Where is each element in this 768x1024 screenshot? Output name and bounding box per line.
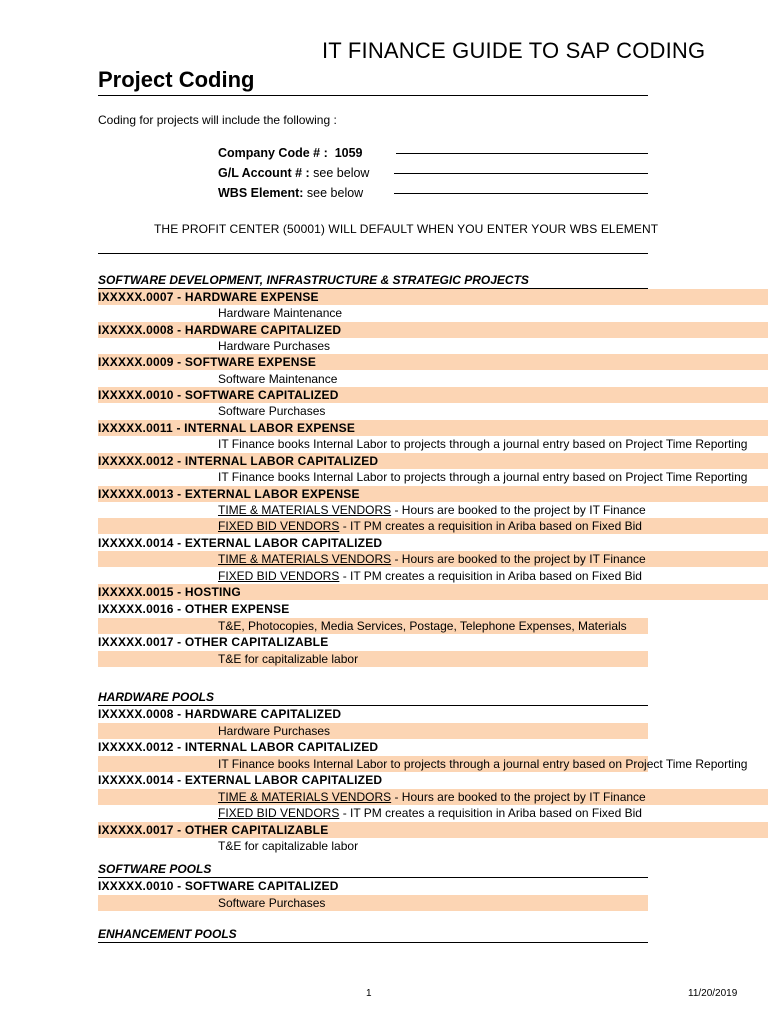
intro-text: Coding for projects will include the following : xyxy=(98,113,337,127)
page-heading: Project Coding xyxy=(98,67,255,92)
vendor-row xyxy=(98,789,768,805)
gl-code-row: IXXXXX.0014 - EXTERNAL LABOR CAPITALIZED xyxy=(98,773,383,787)
gl-description-row: IT Finance books Internal Labor to projects through a journal entry based on Project Time Reporting xyxy=(98,756,648,772)
section-title-software-dev: SOFTWARE DEVELOPMENT, INFRASTRUCTURE & STRATEGIC PROJECTS xyxy=(98,273,529,287)
gl-description-row: T&E for capitalizable labor xyxy=(98,651,648,667)
gl-description-row: Software Maintenance xyxy=(218,372,338,386)
wbs-element-value: see below xyxy=(306,186,364,200)
gl-code-row: IXXXXX.0017 - OTHER CAPITALIZABLE xyxy=(98,635,329,649)
gl-code-row: IXXXXX.0011 - INTERNAL LABOR EXPENSE xyxy=(98,420,768,436)
gl-account-line xyxy=(394,173,648,174)
gl-description-row: IT Finance books Internal Labor to projects through a journal entry based on Project Time Reporting xyxy=(218,470,748,484)
company-code-line xyxy=(396,153,648,154)
section-rule xyxy=(98,942,648,943)
gl-account-label: G/L Account # : xyxy=(218,166,310,180)
vendor-description: - IT PM creates a requisition in Ariba based on Fixed Bid xyxy=(339,519,642,533)
section-title-software-pools: SOFTWARE POOLS xyxy=(98,862,212,876)
vendor-type-link: FIXED BID VENDORS xyxy=(218,806,340,820)
gl-code-row: IXXXXX.0016 - OTHER EXPENSE xyxy=(98,602,290,616)
gl-code-row: IXXXXX.0010 - SOFTWARE CAPITALIZED xyxy=(98,387,768,403)
vendor-row xyxy=(98,518,768,534)
vendor-description: - Hours are booked to the project by IT Finance xyxy=(391,790,646,804)
gl-code-row: IXXXXX.0017 - OTHER CAPITALIZABLE xyxy=(98,822,768,838)
vendor-row xyxy=(98,502,648,518)
section-title-enhancement-pools: ENHANCEMENT POOLS xyxy=(98,927,237,941)
gl-code-row: IXXXXX.0012 - INTERNAL LABOR CAPITALIZED xyxy=(98,740,379,754)
vendor-type-link: FIXED BID VENDORS xyxy=(218,519,340,533)
vendor-description: - IT PM creates a requisition in Ariba based on Fixed Bid xyxy=(339,569,642,583)
vendor-description: - IT PM creates a requisition in Ariba based on Fixed Bid xyxy=(339,806,642,820)
vendor-type-link: TIME & MATERIALS VENDORS xyxy=(218,552,392,566)
gl-description-row: Hardware Maintenance xyxy=(218,306,343,320)
document-title: IT FINANCE GUIDE TO SAP CODING xyxy=(322,38,706,63)
footer-date: 11/20/2019 xyxy=(688,988,738,999)
gl-description-row: IT Finance books Internal Labor to projects through a journal entry based on Project Time Reporting xyxy=(218,437,748,451)
wbs-element-line xyxy=(394,193,648,194)
heading-divider xyxy=(98,95,648,96)
page-number: 1 xyxy=(366,988,372,999)
gl-code-row: IXXXXX.0008 - HARDWARE CAPITALIZED xyxy=(98,322,768,338)
section-title-hardware-pools: HARDWARE POOLS xyxy=(98,690,215,704)
wbs-element-label: WBS Element: xyxy=(218,186,304,200)
wbs-element-field xyxy=(218,186,363,200)
gl-code-row: IXXXXX.0008 - HARDWARE CAPITALIZED xyxy=(98,707,342,721)
gl-code-row: IXXXXX.0009 - SOFTWARE EXPENSE xyxy=(98,354,768,370)
vendor-row xyxy=(98,551,768,567)
gl-account-field xyxy=(218,166,369,180)
company-code-value: 1059 xyxy=(334,146,363,160)
vendor-description: - Hours are booked to the project by IT Finance xyxy=(391,552,646,566)
section-divider xyxy=(98,253,648,254)
gl-code-row: IXXXXX.0013 - EXTERNAL LABOR EXPENSE xyxy=(98,486,768,502)
gl-code-row: IXXXXX.0007 - HARDWARE EXPENSE xyxy=(98,289,768,305)
gl-description-row: T&E for capitalizable labor xyxy=(218,839,359,853)
gl-code-row: IXXXXX.0010 - SOFTWARE CAPITALIZED xyxy=(98,879,339,893)
vendor-type-link: TIME & MATERIALS VENDORS xyxy=(218,503,392,517)
vendor-type-link: FIXED BID VENDORS xyxy=(218,569,340,583)
gl-code-row: IXXXXX.0015 - HOSTING xyxy=(98,584,768,600)
vendor-description: - Hours are booked to the project by IT Finance xyxy=(391,503,646,517)
gl-description-row: Hardware Purchases xyxy=(98,723,648,739)
gl-description-row: Software Purchases xyxy=(98,895,648,911)
company-code-label: Company Code # : xyxy=(218,146,328,160)
company-code-field xyxy=(218,146,363,160)
vendor-row xyxy=(98,805,648,821)
vendor-row xyxy=(98,568,648,584)
gl-code-row: IXXXXX.0014 - EXTERNAL LABOR CAPITALIZED xyxy=(98,536,383,550)
gl-description-row: Hardware Purchases xyxy=(218,339,331,353)
gl-description-row: T&E, Photocopies, Media Services, Postage, Telephone Expenses, Materials xyxy=(98,618,648,634)
gl-code-row: IXXXXX.0012 - INTERNAL LABOR CAPITALIZED xyxy=(98,453,768,469)
gl-account-value: see below xyxy=(313,166,370,180)
profit-center-notice: THE PROFIT CENTER (50001) WILL DEFAULT WHEN YOU ENTER YOUR WBS ELEMENT xyxy=(154,222,659,236)
gl-description-row: Software Purchases xyxy=(218,404,326,418)
vendor-type-link: TIME & MATERIALS VENDORS xyxy=(218,790,392,804)
